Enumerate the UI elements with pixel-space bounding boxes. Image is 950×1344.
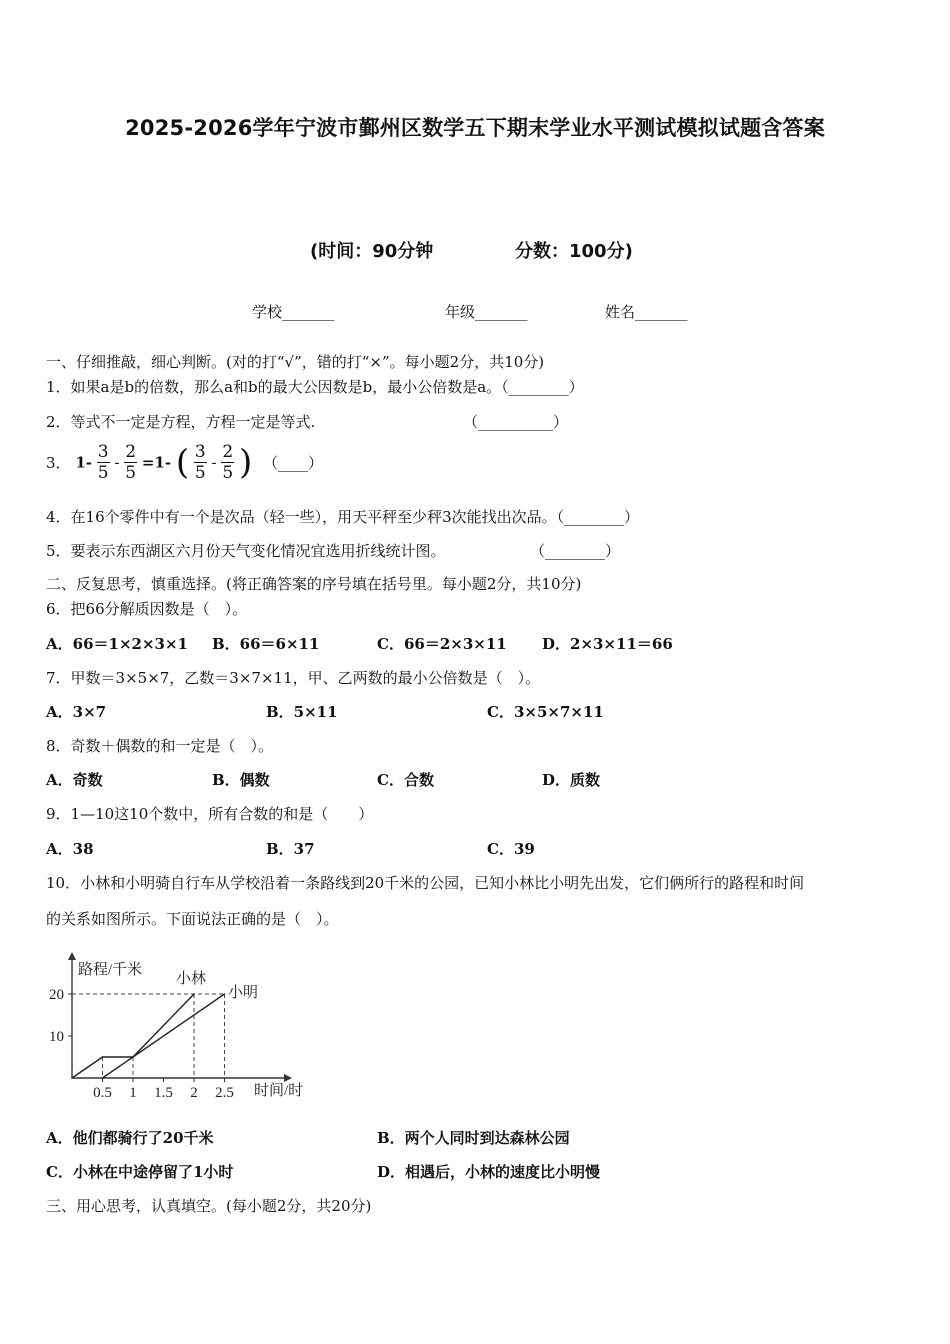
series-0-point-3 (193, 993, 195, 995)
q8-option-b[interactable]: B．偶数 (212, 771, 270, 789)
y-tick-label-0: 10 (49, 1029, 64, 1045)
q3-fraction-2 (124, 442, 137, 483)
q3-f1-denominator: 5 (97, 463, 109, 483)
q3-equals: =1- (141, 453, 172, 472)
q3-f3-denominator: 5 (194, 463, 206, 483)
x-axis-arrow (284, 1074, 292, 1082)
y-axis-arrow (68, 952, 76, 960)
section1-heading: 一、仔细推敲，细心判断。(对的打“√”，错的打“×”。每小题2分，共10分) (46, 353, 545, 371)
q3-fraction-4 (221, 442, 234, 483)
section3-heading: 三、用心思考，认真填空。(每小题2分，共20分) (46, 1197, 372, 1215)
question-5-blank[interactable]: （________） (530, 542, 621, 560)
q3-paren-close: ) (239, 442, 253, 483)
q9-option-c[interactable]: C．39 (487, 840, 535, 858)
school-field[interactable]: 学校_______ (252, 303, 335, 321)
question-3 (46, 442, 323, 483)
question-9: 9．1—10这10个数中，所有合数的和是（ ） (46, 805, 374, 823)
q10-option-d[interactable]: D．相遇后，小林的速度比小明慢 (377, 1163, 601, 1181)
q3-f4-denominator: 5 (222, 463, 234, 483)
q6-option-a[interactable]: A．66＝1×2×3×1 (46, 635, 188, 653)
q7-option-a[interactable]: A．3×7 (46, 703, 107, 721)
question-6: 6．把66分解质因数是（ ）。 (46, 600, 248, 618)
q3-minus: - (114, 453, 120, 472)
q3-paren-open: ( (175, 442, 190, 483)
q3-lhs: 1- (75, 453, 92, 472)
q3-number: 3． (46, 454, 71, 472)
question-5: 5．要表示东西湖区六月份天气变化情况宜选用折线统计图。 (46, 542, 446, 560)
chart-ylabel: 路程/千米 (78, 962, 143, 978)
q3-f1-numerator: 3 (97, 442, 109, 462)
q3-fraction-3 (194, 442, 207, 483)
q3-minus-2: - (211, 453, 217, 472)
series-line-1 (103, 994, 225, 1078)
q3-f4-numerator: 2 (222, 442, 234, 462)
question-10-line2: 的关系如图所示。下面说法正确的是（ ）。 (46, 910, 339, 928)
series-1-point-0 (102, 1077, 104, 1079)
series-1-point-1 (224, 993, 226, 995)
q3-f2-numerator: 2 (125, 442, 137, 462)
series-0-point-0 (71, 1077, 73, 1079)
question-8: 8．奇数＋偶数的和一定是（ ）。 (46, 737, 274, 755)
q8-option-d[interactable]: D．质数 (542, 771, 601, 789)
distance-time-chart (40, 950, 330, 1110)
section2-heading: 二、反复思考，慎重选择。(将正确答案的序号填在括号里。每小题2分，共10分) (46, 575, 582, 593)
x-tick-label-1: 1 (129, 1085, 137, 1101)
chart-series-label-xiaolin: 小林 (176, 971, 207, 987)
q10-option-a[interactable]: A．他们都骑行了20千米 (46, 1129, 214, 1147)
question-1: 1．如果a是b的倍数，那么a和b的最大公因数是b，最小公倍数是a。（________） (46, 378, 584, 396)
question-2: 2．等式不一定是方程，方程一定是等式. (46, 413, 316, 431)
q9-option-b[interactable]: B．37 (266, 840, 315, 858)
q3-f3-numerator: 3 (194, 442, 206, 462)
page-title: 2025-2026学年宁波市鄞州区数学五下期末学业水平测试模拟试题含答案 (125, 116, 825, 140)
chart-xlabel: 时间/时 (254, 1083, 304, 1099)
series-0-point-1 (102, 1056, 104, 1058)
question-7: 7．甲数＝3×5×7，乙数＝3×7×11，甲、乙两数的最小公倍数是（ ）。 (46, 669, 541, 687)
q8-option-a[interactable]: A．奇数 (46, 771, 103, 789)
q10-option-c[interactable]: C．小林在中途停留了1小时 (46, 1163, 234, 1181)
q7-option-c[interactable]: C．3×5×7×11 (487, 703, 604, 721)
q3-fraction-1 (97, 442, 110, 483)
q3-f2-denominator: 5 (125, 463, 137, 483)
q10-option-b[interactable]: B．两个人同时到达森林公园 (377, 1129, 570, 1147)
x-tick-label-2: 1.5 (154, 1085, 173, 1101)
q6-option-d[interactable]: D．2×3×11＝66 (542, 635, 673, 653)
x-tick-label-0: 0.5 (93, 1085, 112, 1101)
x-tick-label-3: 2 (190, 1085, 198, 1101)
name-field[interactable]: 姓名_______ (605, 303, 688, 321)
q6-option-c[interactable]: C．66＝2×3×11 (377, 635, 507, 653)
q3-blank[interactable]: （____） (263, 454, 324, 472)
q6-option-b[interactable]: B．66＝6×11 (212, 635, 320, 653)
x-tick-label-4: 2.5 (215, 1085, 234, 1101)
question-4: 4．在16个零件中有一个是次品（轻一些），用天平秤至少秤3次能找出次品。（________） (46, 508, 640, 526)
q7-option-b[interactable]: B．5×11 (266, 703, 338, 721)
q9-option-a[interactable]: A．38 (46, 840, 94, 858)
y-tick-label-1: 20 (49, 987, 64, 1003)
question-2-blank[interactable]: （__________） (463, 413, 569, 431)
exam-score: 分数：100分) (515, 241, 633, 262)
grade-field[interactable]: 年级_______ (445, 303, 528, 321)
question-10-line1: 10．小林和小明骑自行车从学校沿着一条路线到20千米的公园，已知小林比小明先出发，它们俩所行的路程和时间 (46, 874, 805, 892)
exam-time: (时间：90分钟 (310, 241, 434, 262)
chart-series-label-xiaoming: 小明 (228, 985, 259, 1001)
q8-option-c[interactable]: C．合数 (377, 771, 434, 789)
